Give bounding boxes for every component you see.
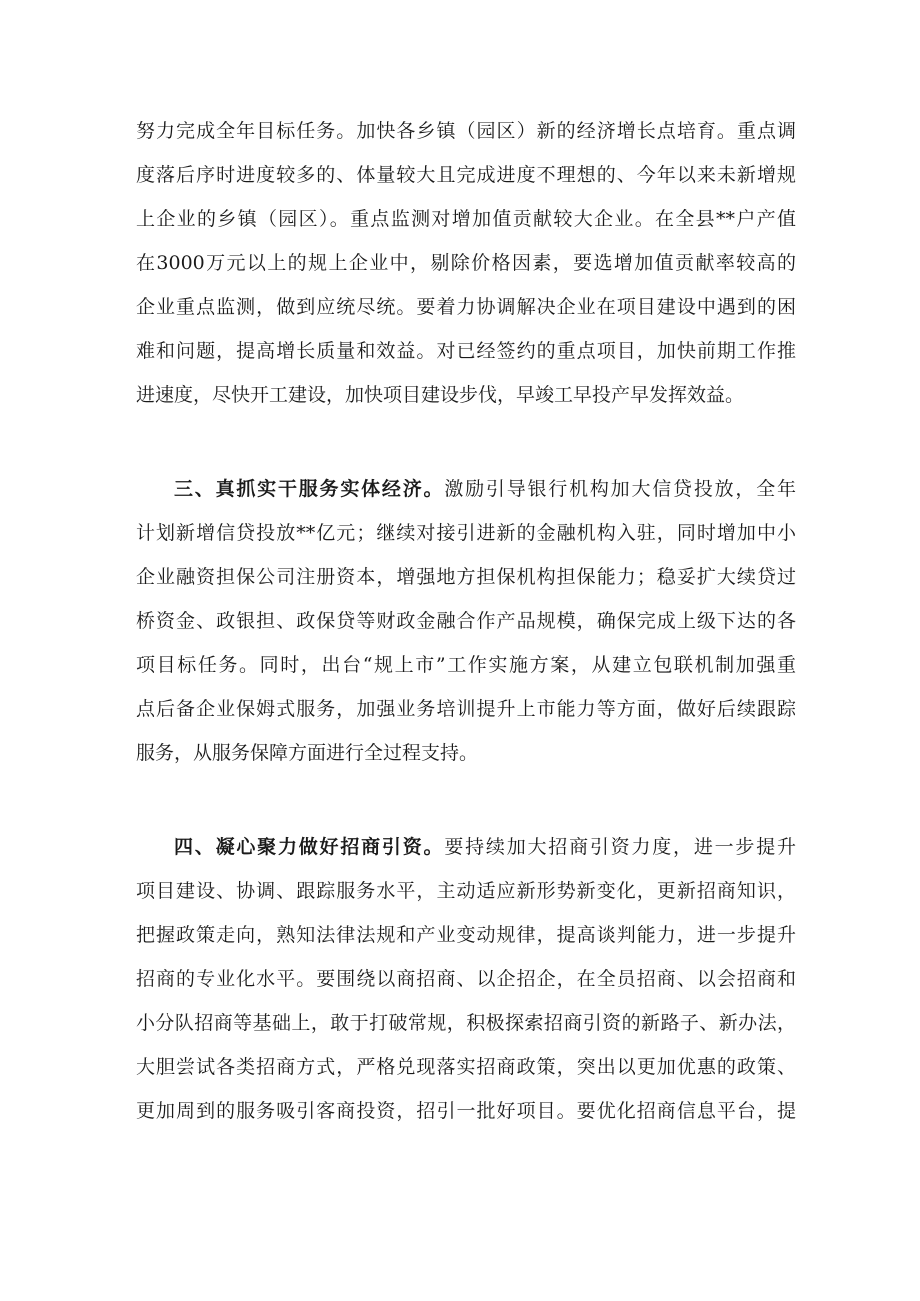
section-4-first-line <box>174 825 796 869</box>
paragraph-1-line-1: 努力完成全年目标任务。加快各乡镇（园区）新的经济增长点培育。重点调 <box>136 120 796 142</box>
section-3-line-4: 桥资金、政银担、政保贷等财政金融合作产品规模，确保完成上级下达的各 <box>136 610 796 632</box>
section-4-line-3: 把握政策走向，熟知法律法规和产业变动规律，提高谈判能力，进一步提升 <box>136 924 796 946</box>
section-4-line-6: 大胆尝试各类招商方式，严格兑现落实招商政策，突出以更加优惠的政策、 <box>136 1056 796 1078</box>
section-3-line-3: 企业融资担保公司注册资本，增强地方担保机构担保能力；稳妥扩大续贷过 <box>136 566 796 588</box>
section-3-line-5: 项目标任务。同时，出台“规上市”工作实施方案，从建立包联机制加强重 <box>136 654 796 676</box>
section-4-first-line-text: 要持续加大招商引资力度，进一步提升 <box>444 836 796 858</box>
paragraph-1-line-2: 度落后序时进度较多的、体量较大且完成进度不理想的、今年以来未新增规 <box>136 164 796 186</box>
section-4-heading: 四、凝心聚力做好招商引资。 <box>174 836 445 858</box>
section-3-line-2: 计划新增信贷投放**亿元；继续对接引进新的金融机构入驻，同时增加中小 <box>136 522 796 544</box>
section-3-first-line-text: 激励引导银行机构加大信贷投放，全年 <box>444 478 796 500</box>
paragraph-1-line-4: 在3000万元以上的规上企业中，剔除价格因素，要选增加值贡献率较高的 <box>136 252 796 274</box>
section-4-line-5: 小分队招商等基础上，敢于打破常规，积极探索招商引资的新路子、新办法， <box>136 1012 796 1034</box>
section-3-line-6: 点后备企业保姆式服务，加强业务培训提升上市能力等方面，做好后续跟踪 <box>136 698 796 720</box>
section-3-heading: 三、真抓实干服务实体经济。 <box>174 478 445 500</box>
section-3-first-line <box>174 467 796 511</box>
section-3-line-7: 服务，从服务保障方面进行全过程支持。 <box>136 742 479 764</box>
paragraph-1-line-6: 难和问题，提高增长质量和效益。对已经签约的重点项目，加快前期工作推 <box>136 340 796 362</box>
section-4-line-4: 招商的专业化水平。要围绕以商招商、以企招企，在全员招商、以会招商和 <box>136 968 796 990</box>
paragraph-1-line-7: 进速度，尽快开工建设，加快项目建设步伐，早竣工早投产早发挥效益。 <box>136 384 745 406</box>
section-4-line-2: 项目建设、协调、跟踪服务水平，主动适应新形势新变化，更新招商知识， <box>136 880 796 902</box>
section-4-line-7: 更加周到的服务吸引客商投资，招引一批好项目。要优化招商信息平台，提 <box>136 1100 796 1122</box>
paragraph-1-line-3: 上企业的乡镇（园区）。重点监测对增加值贡献较大企业。在全县**户产值 <box>136 208 796 230</box>
paragraph-1-line-5: 企业重点监测，做到应统尽统。要着力协调解决企业在项目建设中遇到的困 <box>136 296 796 318</box>
